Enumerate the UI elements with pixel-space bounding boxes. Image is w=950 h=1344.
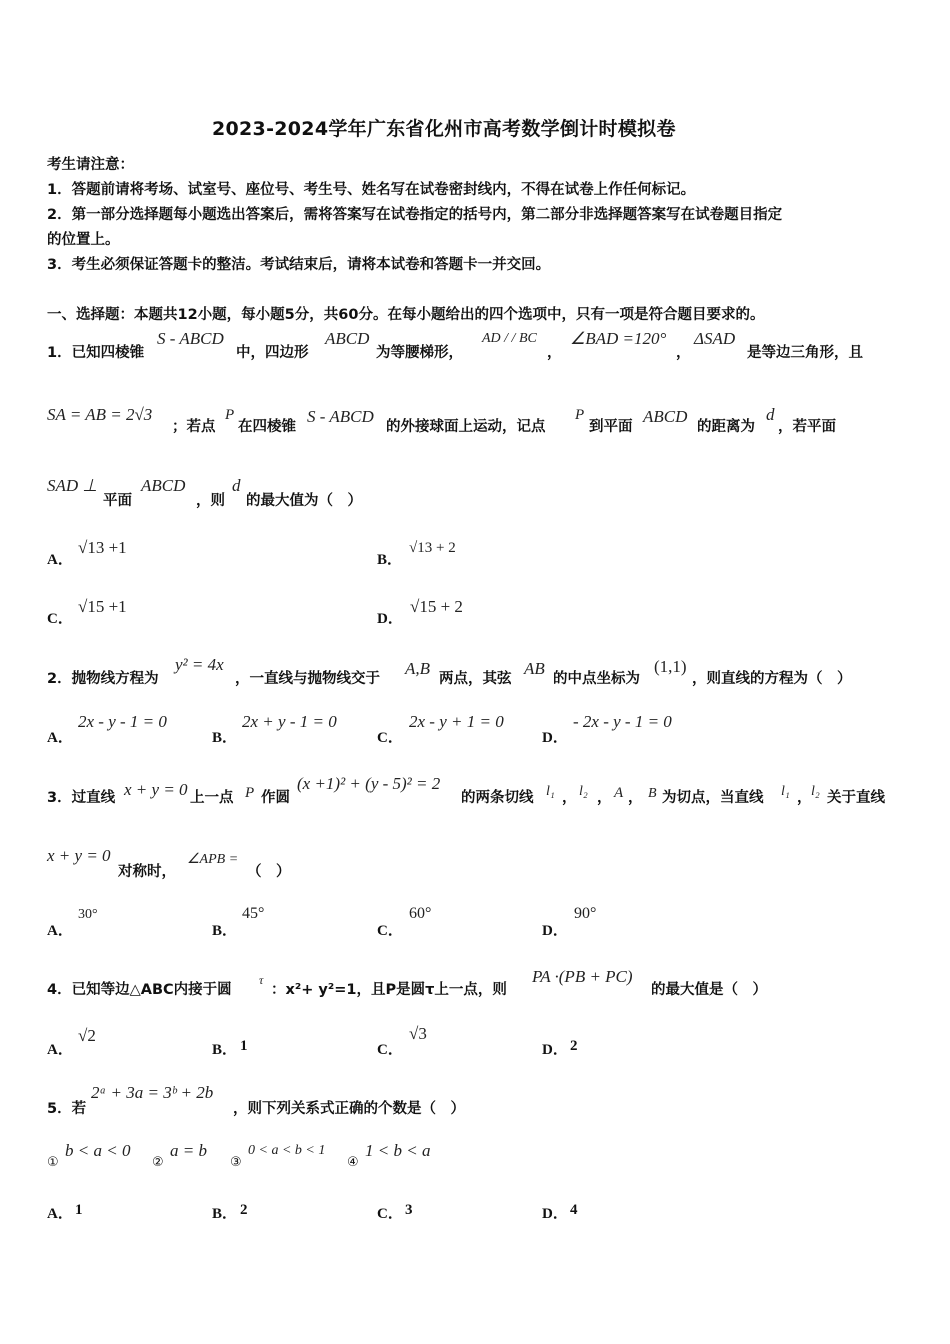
q4-text: ：x²+ y²=1，且P是圆τ上一点，则 [271, 982, 507, 998]
q1-text: 在四棱锥 [238, 419, 296, 435]
q3-text: 3．过直线 [47, 790, 116, 806]
q1-option-d-value: √15 + 2 [410, 597, 463, 616]
q5-option-c-label: C． [377, 1206, 403, 1222]
q1-text: ， [676, 345, 691, 361]
q5-statement-2-expr: a = b [170, 1141, 207, 1160]
q2-text: 两点，其弦 [439, 671, 512, 687]
q3-text: 的两条切线 [461, 790, 534, 806]
q5-statement-1-expr: b < a < 0 [65, 1141, 131, 1160]
q1-math: d [766, 405, 775, 424]
q3-math: l₁ [546, 784, 555, 799]
q5-text: 5．若 [47, 1101, 87, 1117]
q3-math: B [648, 786, 657, 801]
q3-option-c-label: C． [377, 923, 403, 939]
q4-text: 4．已知等边△ABC内接于圆 [47, 982, 232, 998]
q5-statement-4-mark: ④ [347, 1155, 359, 1170]
q1-text: 1．已知四棱锥 [47, 345, 145, 361]
q3-math: P [245, 785, 255, 801]
q2-option-c-value: 2x - y + 1 = 0 [409, 712, 504, 731]
q3-option-b-label: B． [212, 923, 238, 939]
q5-option-d-label: D． [542, 1206, 568, 1222]
q1-math: AD / / BC [482, 331, 537, 346]
q3-option-b-value: 45° [242, 905, 265, 922]
q4-option-d-label: D． [542, 1042, 568, 1058]
q5-option-b-value: 2 [240, 1202, 248, 1218]
q3-option-d-value: 90° [574, 905, 597, 922]
q2-option-c-label: C． [377, 730, 403, 746]
q3-text: ， [797, 790, 812, 806]
q1-math: SA = AB = 2√3 [47, 405, 153, 424]
q3-math: (x +1)² + (y - 5)² = 2 [297, 774, 441, 793]
q3-text: 为切点，当直线 [662, 790, 764, 806]
q3-text: 对称时， [118, 864, 176, 880]
q1-math: ABCD [141, 476, 186, 495]
q3-math: l₁ [781, 784, 790, 799]
q1-option-c-label: C． [47, 611, 73, 627]
q4-math: τ [259, 973, 264, 987]
q3-text: 关于直线 [827, 790, 885, 806]
q1-math: S - ABCD [157, 329, 224, 348]
q2-option-d-label: D． [542, 730, 568, 746]
q1-option-a-label: A． [47, 552, 73, 568]
q5-option-d-value: 4 [570, 1202, 578, 1218]
q5-statement-1-mark: ① [47, 1155, 59, 1170]
q2-math: A,B [405, 659, 431, 678]
exam-title: 2023-2024学年广东省化州市高考数学倒计时模拟卷 [212, 118, 676, 140]
q1-option-b-value: √13 + 2 [409, 540, 456, 556]
q1-math: ΔSAD [694, 329, 736, 348]
q1-math: P [225, 407, 235, 423]
q5-statement-3-mark: ③ [230, 1155, 242, 1170]
q1-math: d [232, 476, 241, 495]
q4-text: 的最大值是（ ） [651, 982, 767, 998]
q3-text: ， [597, 790, 612, 806]
q2-math: AB [524, 659, 545, 678]
q2-text: 2．抛物线方程为 [47, 671, 159, 687]
q2-text: 的中点坐标为 [553, 671, 640, 687]
q1-math: ABCD [643, 407, 688, 426]
q1-text: ，则 [196, 493, 225, 509]
q4-option-d-value: 2 [570, 1038, 578, 1054]
q1-option-d-label: D． [377, 611, 403, 627]
q3-text: 作圆 [261, 790, 290, 806]
q2-text: ，则直线的方程为（ ） [692, 671, 852, 687]
section-heading: 一、选择题：本题共12小题，每小题5分，共60分。在每小题给出的四个选项中，只有一项是符合题目要求的。 [47, 307, 765, 323]
q1-option-a-value: √13 +1 [78, 538, 127, 557]
q4-option-a-value: √2 [78, 1026, 96, 1045]
q1-text: 为等腰梯形， [376, 345, 463, 361]
q3-text: （ ） [247, 864, 291, 880]
q5-math: 2ᵃ + 3a = 3ᵇ + 2b [91, 1083, 214, 1102]
q4-option-b-label: B． [212, 1042, 238, 1058]
q1-text: ；若点 [172, 419, 216, 435]
q1-option-c-value: √15 +1 [78, 597, 127, 616]
q1-math: ABCD [325, 329, 370, 348]
q3-text: 上一点 [190, 790, 234, 806]
q3-option-a-value: 30° [78, 907, 98, 922]
q4-math: PA ·(PB + PC) [532, 967, 633, 986]
q5-statement-3-expr: 0 < a < b < 1 [248, 1143, 326, 1158]
notice-item-2-cont: 的位置上。 [47, 232, 120, 248]
q2-math: y² = 4x [175, 655, 224, 674]
q3-math: ∠APB = [187, 852, 239, 867]
q2-option-b-label: B． [212, 730, 238, 746]
q2-option-d-value: - 2x - y - 1 = 0 [573, 712, 672, 731]
notice-heading: 考生请注意： [47, 157, 134, 173]
q2-option-a-value: 2x - y - 1 = 0 [78, 712, 167, 731]
q1-text: 中，四边形 [236, 345, 309, 361]
notice-item-1: 1．答题前请将考场、试室号、座位号、考生号、姓名写在试卷密封线内，不得在试卷上作任何标记。 [47, 182, 696, 198]
q1-text: 是等边三角形，且 [747, 345, 863, 361]
q2-option-b-value: 2x + y - 1 = 0 [242, 712, 337, 731]
q3-math: l₂ [579, 784, 588, 799]
q3-text: ， [562, 790, 577, 806]
q5-option-b-label: B． [212, 1206, 238, 1222]
q2-math: (1,1) [654, 657, 687, 676]
notice-item-2: 2．第一部分选择题每小题选出答案后，需将答案写在试卷指定的括号内，第二部分非选择题答案写在试卷题目指定 [47, 207, 783, 223]
q3-text: ， [628, 790, 643, 806]
q2-text: ，一直线与抛物线交于 [235, 671, 380, 687]
q5-text: ，则下列关系式正确的个数是（ ） [233, 1101, 465, 1117]
q1-math: ∠BAD =120° [570, 329, 667, 348]
q4-option-c-label: C． [377, 1042, 403, 1058]
q1-option-b-label: B． [377, 552, 403, 568]
q3-math: x + y = 0 [47, 846, 111, 865]
q2-option-a-label: A． [47, 730, 73, 746]
q3-option-c-value: 60° [409, 905, 432, 922]
q1-text: 的距离为 [697, 419, 755, 435]
q1-text: 的外接球面上运动，记点 [386, 419, 546, 435]
q1-text: ，若平面 [778, 419, 836, 435]
q3-math: A [614, 785, 624, 801]
q1-math: S - ABCD [307, 407, 374, 426]
q5-option-a-value: 1 [75, 1202, 83, 1218]
q4-option-b-value: 1 [240, 1038, 248, 1054]
q1-text: ， [547, 345, 562, 361]
q4-option-a-label: A． [47, 1042, 73, 1058]
q4-option-c-value: √3 [409, 1024, 427, 1043]
q1-math: SAD ⊥ [47, 476, 98, 495]
q1-text: 平面 [103, 493, 132, 509]
q5-statement-2-mark: ② [152, 1155, 164, 1170]
q1-text: 的最大值为（ ） [246, 493, 362, 509]
q5-option-a-label: A． [47, 1206, 73, 1222]
q1-text: 到平面 [589, 419, 633, 435]
q5-statement-4-expr: 1 < b < a [365, 1141, 431, 1160]
q5-option-c-value: 3 [405, 1202, 413, 1218]
notice-item-3: 3．考生必须保证答题卡的整洁。考试结束后，请将本试卷和答题卡一并交回。 [47, 257, 551, 273]
q3-option-a-label: A． [47, 923, 73, 939]
q3-math: x + y = 0 [124, 780, 188, 799]
q3-math: l₂ [811, 784, 820, 799]
q3-option-d-label: D． [542, 923, 568, 939]
q1-math: P [575, 407, 585, 423]
